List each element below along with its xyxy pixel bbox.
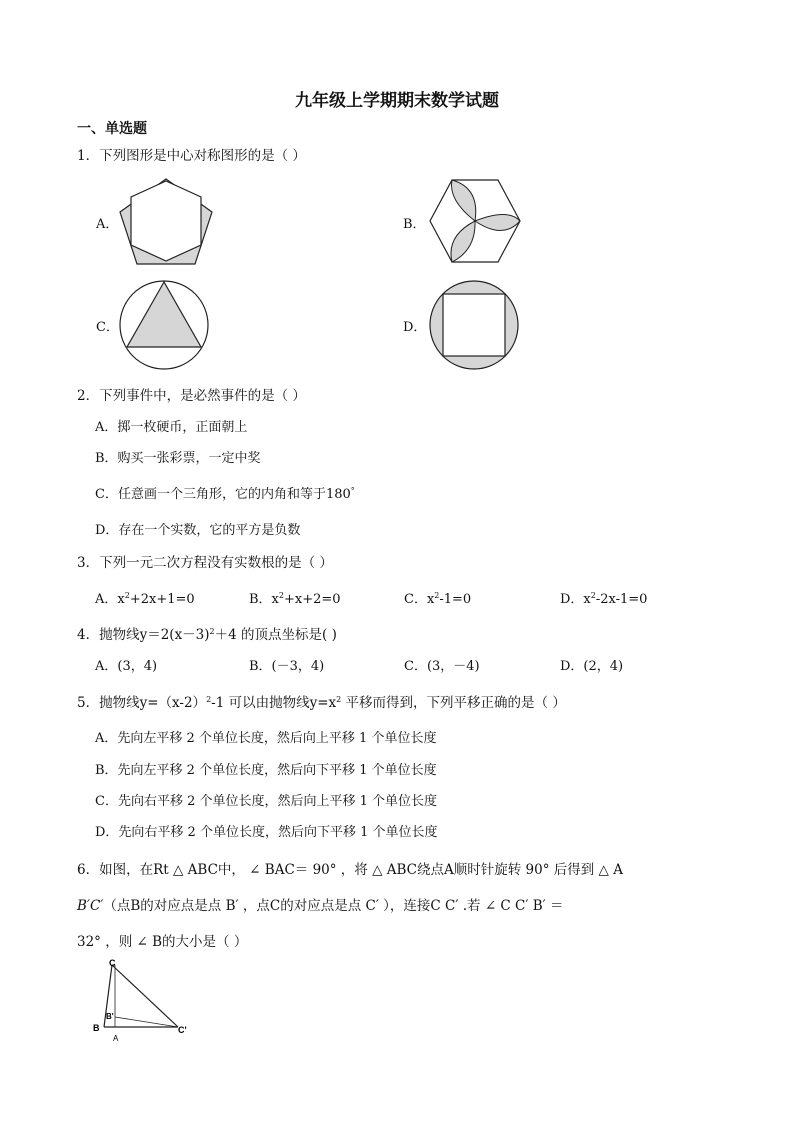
q2-option-d: D．存在一个实数，它的平方是负数: [95, 523, 301, 538]
q1-option-d-label: D．: [403, 320, 427, 335]
q1-option-a-label: A．: [96, 217, 119, 232]
hexagon-petals-figure: [428, 178, 522, 264]
question-6-line-1: 6．如图，在Rt △ ABC中， ∠ BAC＝ 90° ，将 △ ABC绕点A顺时针旋转 90° 后得到 △ A: [77, 862, 623, 878]
q3-option-d: D．$x^2-2x-1=0$: [560, 591, 648, 607]
label-b: B: [93, 1023, 100, 1033]
q3-option-a: A．$x^2+2x+1=0$: [95, 591, 195, 607]
q2-option-a: A．掷一枚硬币，正面朝上: [95, 420, 248, 435]
q3-option-c: C．$x^2-1=0$: [404, 591, 472, 607]
question-6-line-2: B′C′（点B的对应点是点 B′ ，点C的对应点是点 C′ ），连接C C′ .若 ∠ C C′ B′ ＝: [77, 898, 564, 914]
question-1-stem: 1．下列图形是中心对称图形的是（ ）: [77, 148, 306, 164]
q1-option-c-label: C．: [96, 320, 119, 335]
q5-option-c: C．先向右平移 2 个单位长度，然后向上平移 1 个单位长度: [95, 794, 438, 809]
label-c-prime: C': [178, 1025, 187, 1035]
q4-option-b: B．(－3，4): [249, 659, 325, 674]
question-5-stem: 5．抛物线$y=(x-2)^2-1$ 可以由抛物线$y=x^2$ 平移而得到，下列平移正确的是（ ）: [77, 695, 566, 711]
q3-option-b: B．$x^2+x+2=0$: [249, 591, 341, 607]
pentagon-hexagon-figure: [118, 176, 218, 268]
label-a: A: [113, 1034, 119, 1043]
question-4-stem: 4．抛物线$y=2(x-3)^2+4$ 的顶点坐标是( ): [77, 627, 337, 643]
section-heading: 一、单选题: [77, 121, 147, 137]
page-title: 九年级上学期期末数学试题: [295, 91, 499, 111]
question-3-stem: 3．下列一元二次方程没有实数根的是（ ）: [77, 555, 333, 571]
q2-option-c: C．任意画一个三角形，它的内角和等于180°: [95, 486, 355, 502]
q4-option-d: D．(2，4): [560, 659, 624, 674]
label-c: C: [109, 958, 116, 968]
q4-option-a: A．(3，4): [95, 659, 158, 674]
question-6-line-3: 32° ，则 ∠ B的大小是（ ）: [77, 934, 248, 950]
circle-triangle-figure: [119, 280, 211, 372]
circle-square-figure: [429, 280, 521, 372]
q5-option-a: A．先向左平移 2 个单位长度，然后向上平移 1 个单位长度: [95, 731, 437, 746]
q2-option-b: B．购买一张彩票，一定中奖: [95, 451, 261, 466]
rotation-triangle-figure: [90, 955, 200, 1045]
q5-option-b: B．先向左平移 2 个单位长度，然后向下平移 1 个单位长度: [95, 763, 437, 778]
q4-option-c: C．(3，－4): [404, 659, 480, 674]
q5-option-d: D．先向右平移 2 个单位长度，然后向下平移 1 个单位长度: [95, 825, 438, 840]
label-b-prime: B': [106, 1012, 114, 1021]
question-2-stem: 2．下列事件中，是必然事件的是（ ）: [77, 388, 306, 404]
q1-option-b-label: B．: [403, 217, 426, 232]
